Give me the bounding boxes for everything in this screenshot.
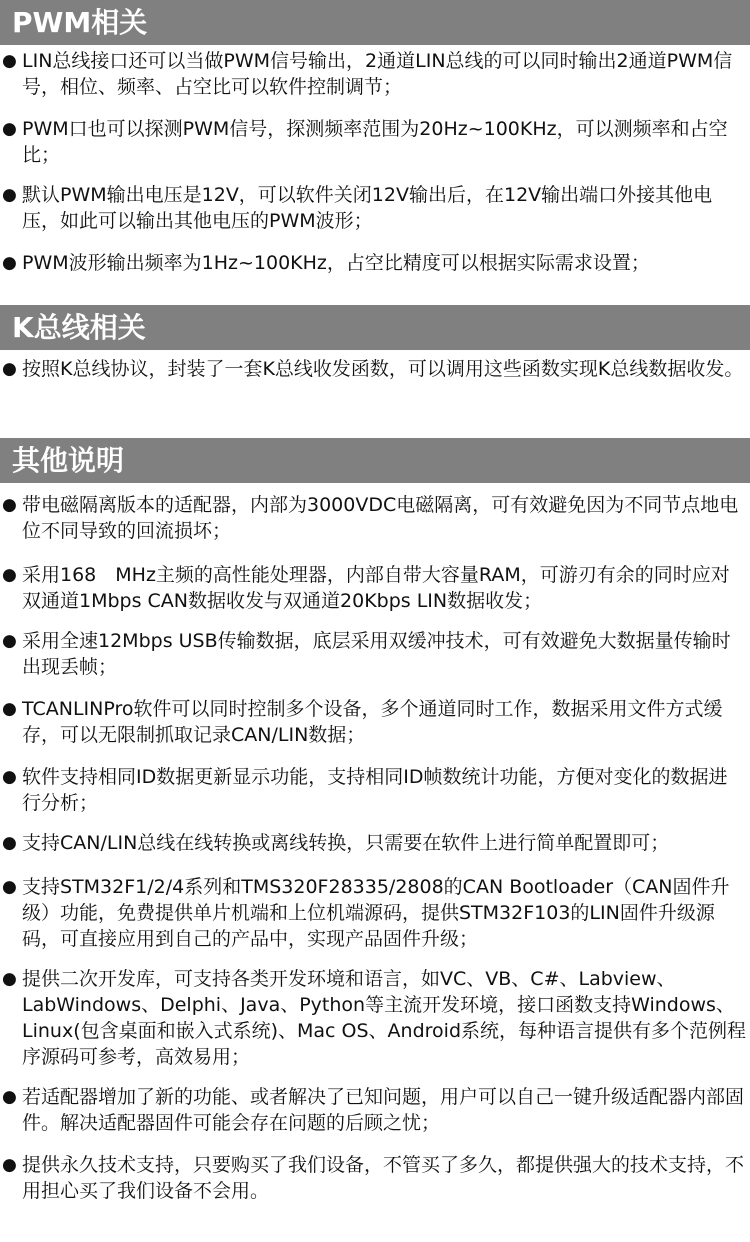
- list-item-text: 若适配器增加了新的功能、或者解决了已知问题，用户可以自己一键升级适配器内部固件。解决适配器固件可能会存在问题的后顾之忧；: [22, 1086, 745, 1134]
- bullet-icon: ●: [2, 495, 17, 515]
- section-header-kbus: K总线相关: [0, 305, 750, 350]
- list-item: [0, 628, 750, 680]
- list-item: [0, 966, 750, 1070]
- list-item: [0, 356, 750, 382]
- list-item: [0, 48, 750, 100]
- bullet-icon: ●: [2, 767, 17, 787]
- bullet-icon: ●: [2, 1087, 17, 1107]
- list-item-text: 提供二次开发库，可支持各类开发环境和语言，如VC、VB、C#、Labview、LabWindows、Delphi、Java、Python等主流开发环境，接口函数支持Windows、Linux(包含桌面和嵌入式系统)、Mac OS、Android系统，每种语言提供有多个范例程序源码可参考，高效易用；: [22, 968, 747, 1068]
- bullet-icon: ●: [2, 969, 17, 989]
- bullet-icon: ●: [2, 119, 17, 139]
- bullet-icon: ●: [2, 359, 17, 379]
- list-item-text: 软件支持相同ID数据更新显示功能，支持相同ID帧数统计功能，方便对变化的数据进行分析；: [22, 766, 728, 814]
- list-item: [0, 764, 750, 816]
- bullet-icon: ●: [2, 833, 17, 853]
- list-item-text: TCANLINPro软件可以同时控制多个设备，多个通道同时工作，数据采用文件方式缓存，可以无限制抓取记录CAN/LIN数据；: [22, 698, 723, 746]
- list-item: [0, 562, 750, 614]
- bullet-icon: ●: [2, 565, 17, 585]
- bullet-icon: ●: [2, 1155, 17, 1175]
- list-item: [0, 830, 750, 856]
- list-item-text: LIN总线接口还可以当做PWM信号输出，2通道LIN总线的可以同时输出2通道PWM信号，相位、频率、占空比可以软件控制调节；: [22, 50, 733, 98]
- list-item: [0, 1084, 750, 1136]
- section-header-other: 其他说明: [0, 438, 750, 483]
- list-item: [0, 874, 750, 952]
- section-header-pwm: PWM相关: [0, 0, 750, 45]
- bullet-icon: ●: [2, 699, 17, 719]
- bullet-icon: ●: [2, 631, 17, 651]
- list-item: [0, 492, 750, 544]
- list-item-text: 采用全速12Mbps USB传输数据，底层采用双缓冲技术，可有效避免大数据量传输时出现丢帧；: [22, 630, 731, 678]
- list-item: [0, 696, 750, 748]
- list-item: [0, 182, 750, 234]
- list-item-text: 默认PWM输出电压是12V，可以软件关闭12V输出后，在12V输出端口外接其他电压，如此可以输出其他电压的PWM波形；: [22, 184, 713, 232]
- list-item-text: PWM波形输出频率为1Hz~100KHz，占空比精度可以根据实际需求设置；: [22, 252, 650, 274]
- list-item-text: 采用168 MHz主频的高性能处理器，内部自带大容量RAM，可游刃有余的同时应对双通道1Mbps CAN数据收发与双通道20Kbps LIN数据收发；: [22, 564, 730, 612]
- bullet-icon: ●: [2, 185, 17, 205]
- list-item-text: 支持STM32F1/2/4系列和TMS320F28335/2808的CAN Bootloader（CAN固件升级）功能，免费提供单片机端和上位机端源码，提供STM32F103的LIN固件升级源码，可直接应用到自己的产品中，实现产品固件升级；: [22, 876, 730, 950]
- list-item-text: 带电磁隔离版本的适配器，内部为3000VDC电磁隔离，可有效避免因为不同节点地电位不同导致的回流损坏；: [22, 494, 739, 542]
- list-item: [0, 1152, 750, 1204]
- list-item-text: 支持CAN/LIN总线在线转换或离线转换，只需要在软件上进行简单配置即可；: [22, 832, 670, 854]
- list-item: [0, 250, 750, 276]
- list-item-text: 提供永久技术支持，只要购买了我们设备，不管买了多久，都提供强大的技术支持，不用担心买了我们设备不会用。: [22, 1154, 745, 1202]
- list-item-text: PWM口也可以探测PWM信号，探测频率范围为20Hz~100KHz，可以测频率和占空比；: [22, 118, 728, 166]
- bullet-icon: ●: [2, 877, 17, 897]
- bullet-icon: ●: [2, 253, 17, 273]
- list-item-text: 按照K总线协议，封装了一套K总线收发函数，可以调用这些函数实现K总线数据收发。: [22, 358, 744, 380]
- bullet-icon: ●: [2, 51, 17, 71]
- list-item: [0, 116, 750, 168]
